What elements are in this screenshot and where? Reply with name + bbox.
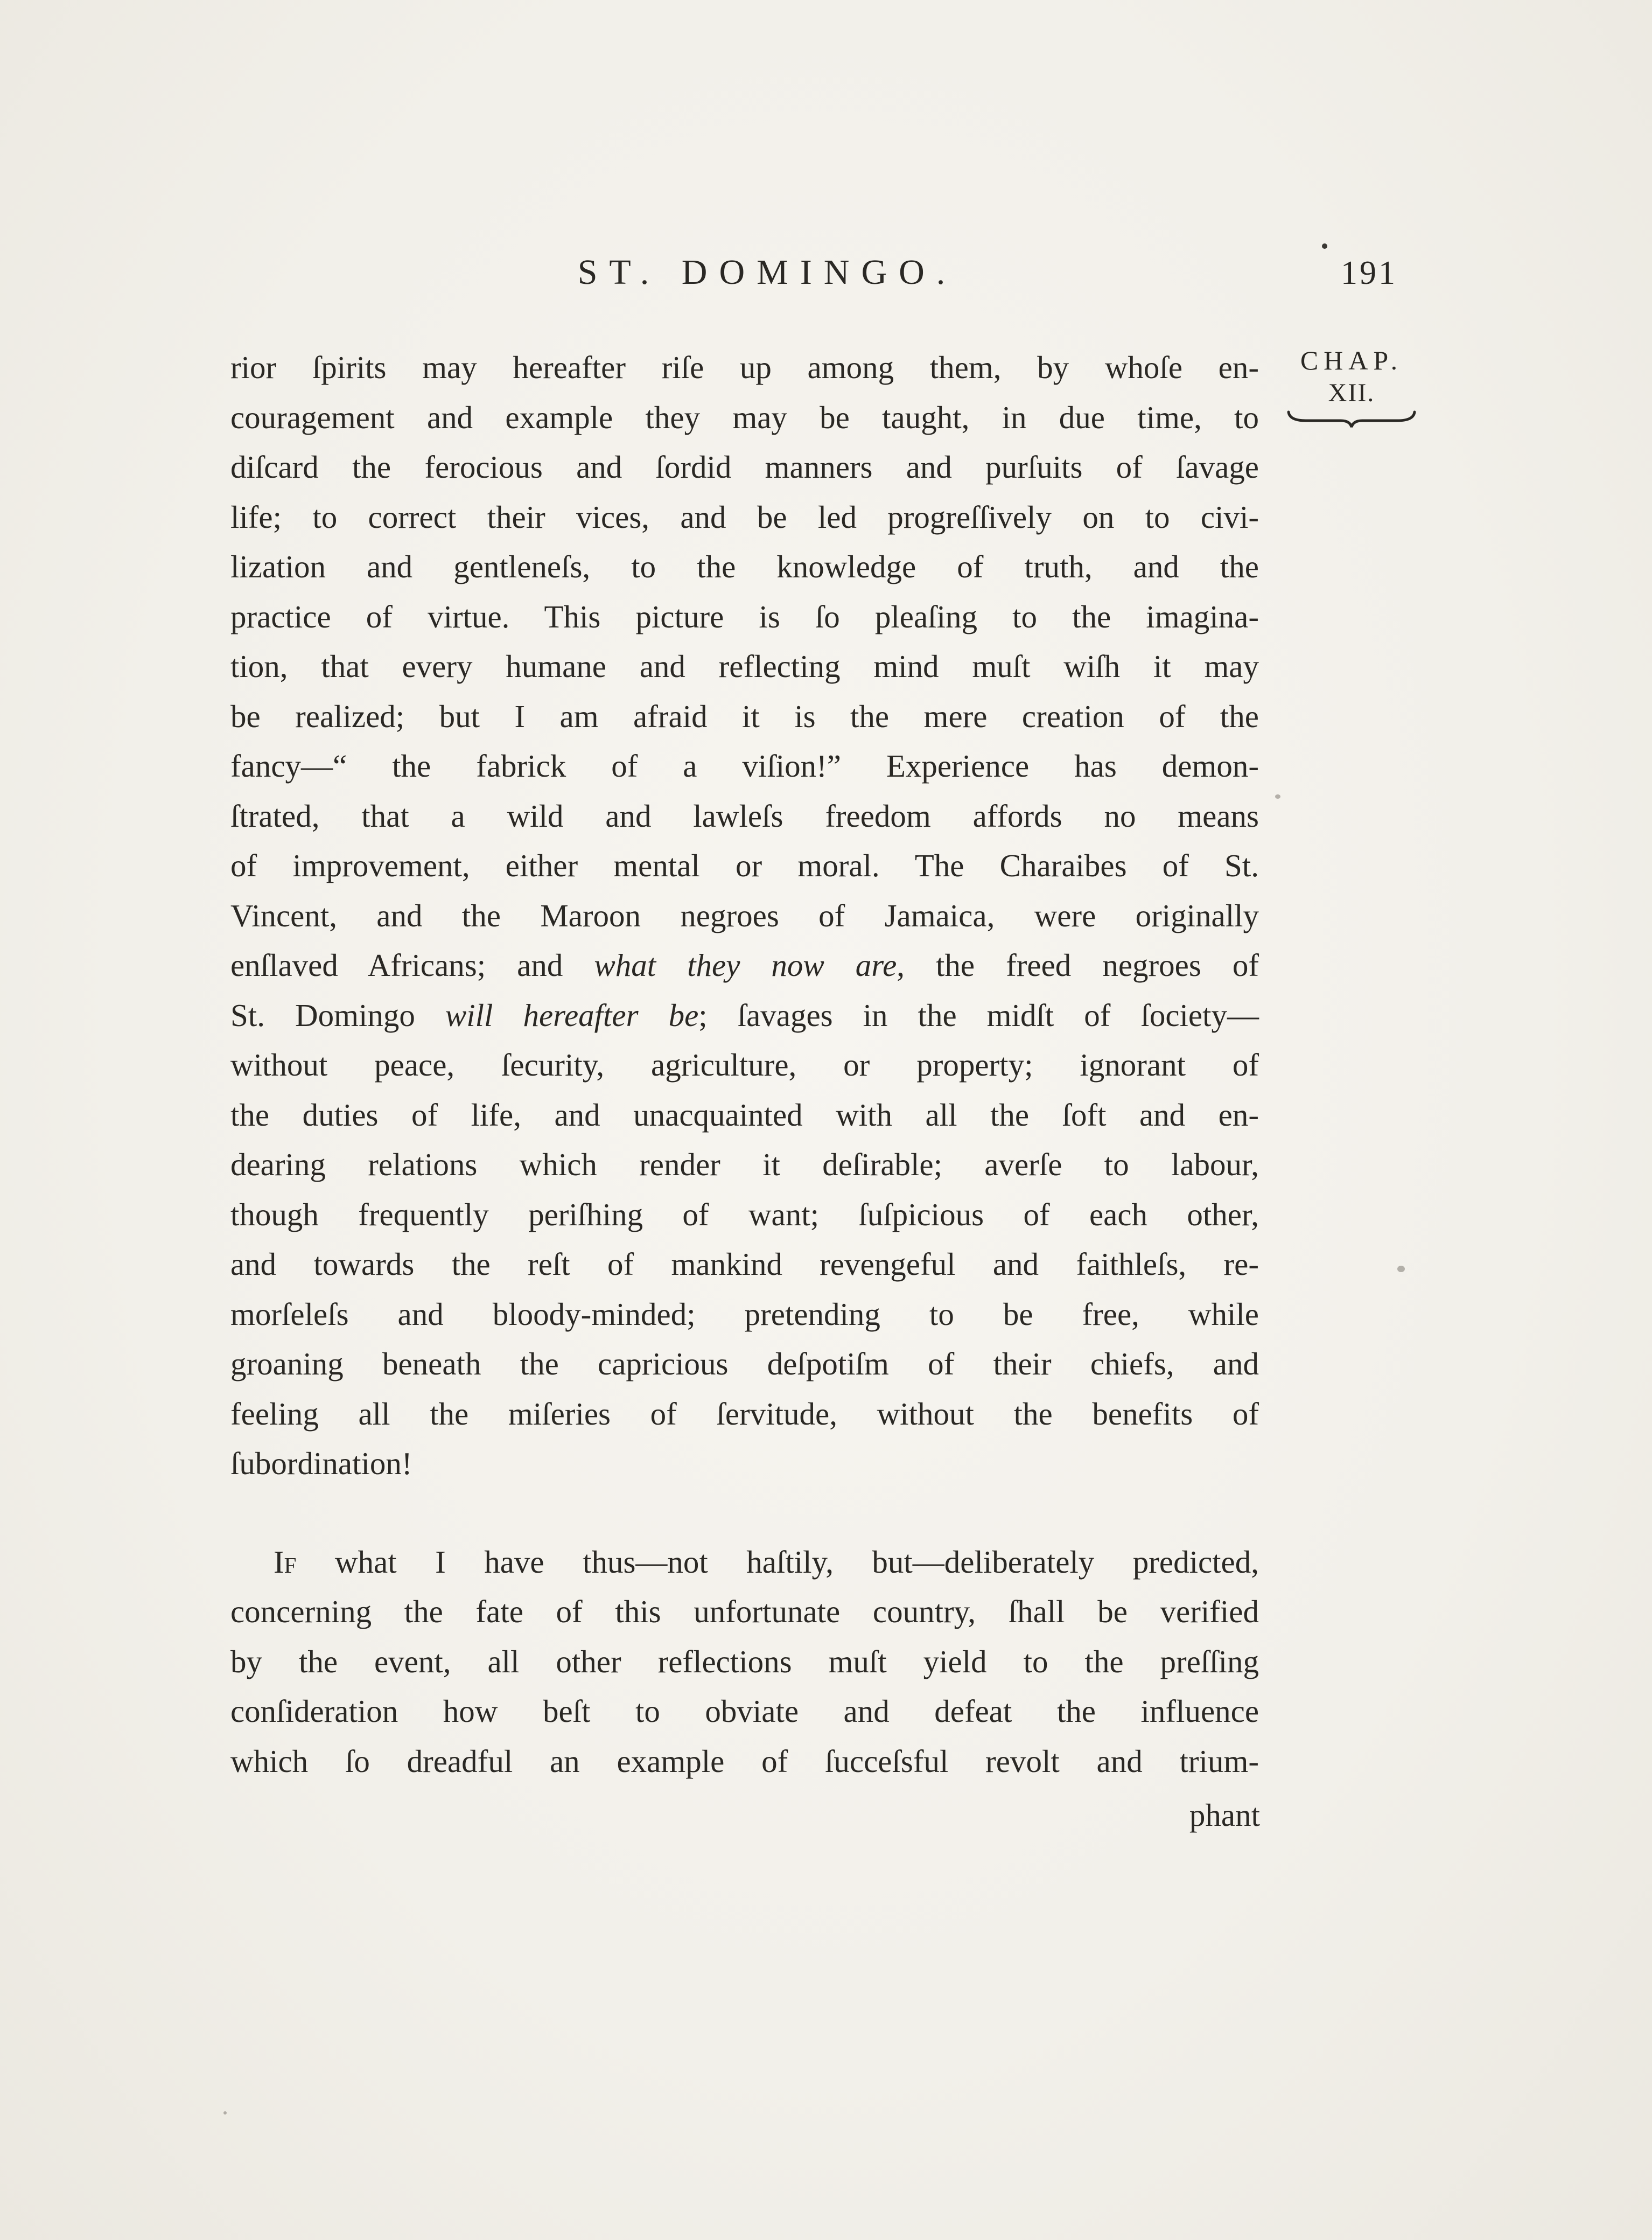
line-text: enſlaved Africans; and what they now are, the freed negroes of (230, 947, 1259, 983)
ink-dot (1322, 243, 1327, 249)
line-text: groaning beneath the capricious deſpotiſm of their chiefs, and (230, 1346, 1259, 1381)
text-line (230, 1090, 1259, 1140)
ink-speck (223, 2111, 227, 2115)
running-title: ST. DOMINGO. (577, 253, 957, 292)
text-line (230, 592, 1259, 642)
text-line (230, 1439, 1259, 1489)
text-line (230, 393, 1259, 443)
line-text: be realized; but I am afraid it is the mere creation of the (230, 698, 1259, 734)
line-text: couragement and example they may be taught, in due time, to (230, 399, 1259, 435)
text-line (230, 990, 1259, 1041)
line-text: ſubordination! (230, 1446, 412, 1481)
text-line (230, 641, 1259, 692)
line-text: Vincent, and the Maroon negroes of Jamaica, were originally (230, 897, 1259, 933)
line-text: tion, that every humane and reflecting mind muſt wiſh it may (230, 648, 1259, 684)
brace-icon (1284, 409, 1419, 430)
text-line (230, 1289, 1259, 1339)
text-line (230, 1140, 1259, 1190)
text-line (230, 442, 1259, 492)
text-line (230, 1587, 1259, 1637)
chapter-number: XII. (1328, 379, 1375, 407)
ink-speck (1275, 794, 1280, 799)
paragraph-1 (230, 343, 1259, 1489)
page-number: 191 (1341, 255, 1397, 291)
line-text: St. Domingo will hereafter be; ſavages in the midſt of ſociety— (230, 997, 1259, 1033)
text-line (230, 940, 1259, 990)
text-line (230, 343, 1259, 393)
text-line (230, 1339, 1259, 1389)
text-line (230, 1736, 1259, 1787)
line-text: ſtrated, that a wild and lawleſs freedom affords no means (230, 798, 1259, 834)
line-text: the duties of life, and unacquainted with all the ſoft and en- (230, 1097, 1259, 1133)
line-text: though frequently periſhing of want; ſuſpicious of each other, (230, 1196, 1259, 1232)
line-text: feeling all the miſeries of ſervitude, without the benefits of (230, 1395, 1259, 1432)
text-line (230, 1239, 1259, 1289)
line-text: of improvement, either mental or moral. The Charaibes of St. (230, 848, 1259, 883)
body-text (230, 343, 1259, 1786)
chapter-margin-note (1284, 345, 1419, 430)
line-text: dearing relations which render it deſirable; averſe to labour, (230, 1147, 1259, 1182)
line-text: what I have thus—not haſtily, but—deliberately predicted, (296, 1544, 1259, 1580)
line-text: rior ſpirits may hereafter riſe up among them, by whoſe en- (230, 350, 1259, 385)
paragraph-2 (230, 1537, 1259, 1787)
text-line (230, 1040, 1259, 1090)
text-line (230, 692, 1259, 742)
line-text: by the event, all other reflections muſt yield to the preſſing (230, 1643, 1259, 1679)
text-line (230, 492, 1259, 542)
text-line (230, 791, 1259, 841)
text-line (230, 891, 1259, 941)
line-text: without peace, ſecurity, agriculture, or property; ignorant of (230, 1047, 1259, 1083)
text-line (230, 1686, 1259, 1736)
line-text: life; to correct their vices, and be led progreſſively on to civi- (230, 499, 1259, 535)
text-line (230, 841, 1259, 891)
text-line (230, 741, 1259, 791)
line-text: diſcard the ferocious and ſordid manners and purſuits of ſavage (230, 449, 1259, 485)
line-text: morſeleſs and bloody-minded; pretending to be free, while (230, 1296, 1259, 1332)
line-text: concerning the fate of this unfortunate country, ſhall be verified (230, 1594, 1259, 1629)
line-text: lization and gentleneſs, to the knowledge of truth, and the (230, 549, 1259, 584)
line-text: practice of virtue. This picture is ſo pleaſing to the imagina- (230, 598, 1259, 634)
text-line (230, 1537, 1259, 1587)
line-text: which ſo dreadful an example of ſucceſsful revolt and trium- (230, 1743, 1259, 1779)
text-line (230, 1637, 1259, 1687)
line-text: and towards the reſt of mankind revengeful and faithleſs, re- (230, 1246, 1259, 1282)
paragraph-gap (230, 1489, 1259, 1537)
chapter-label: CHAP. (1300, 345, 1403, 375)
text-line (230, 542, 1259, 592)
line-text: fancy—“ the fabrick of a viſion!” Experience has demon- (230, 748, 1259, 784)
text-line (230, 1190, 1259, 1240)
line-text: conſideration how beſt to obviate and defeat the influence (230, 1693, 1259, 1729)
ink-speck (1397, 1266, 1405, 1272)
catchword: phant (1189, 1797, 1260, 1833)
text-line (230, 1389, 1259, 1439)
lead-word: If (274, 1544, 297, 1580)
